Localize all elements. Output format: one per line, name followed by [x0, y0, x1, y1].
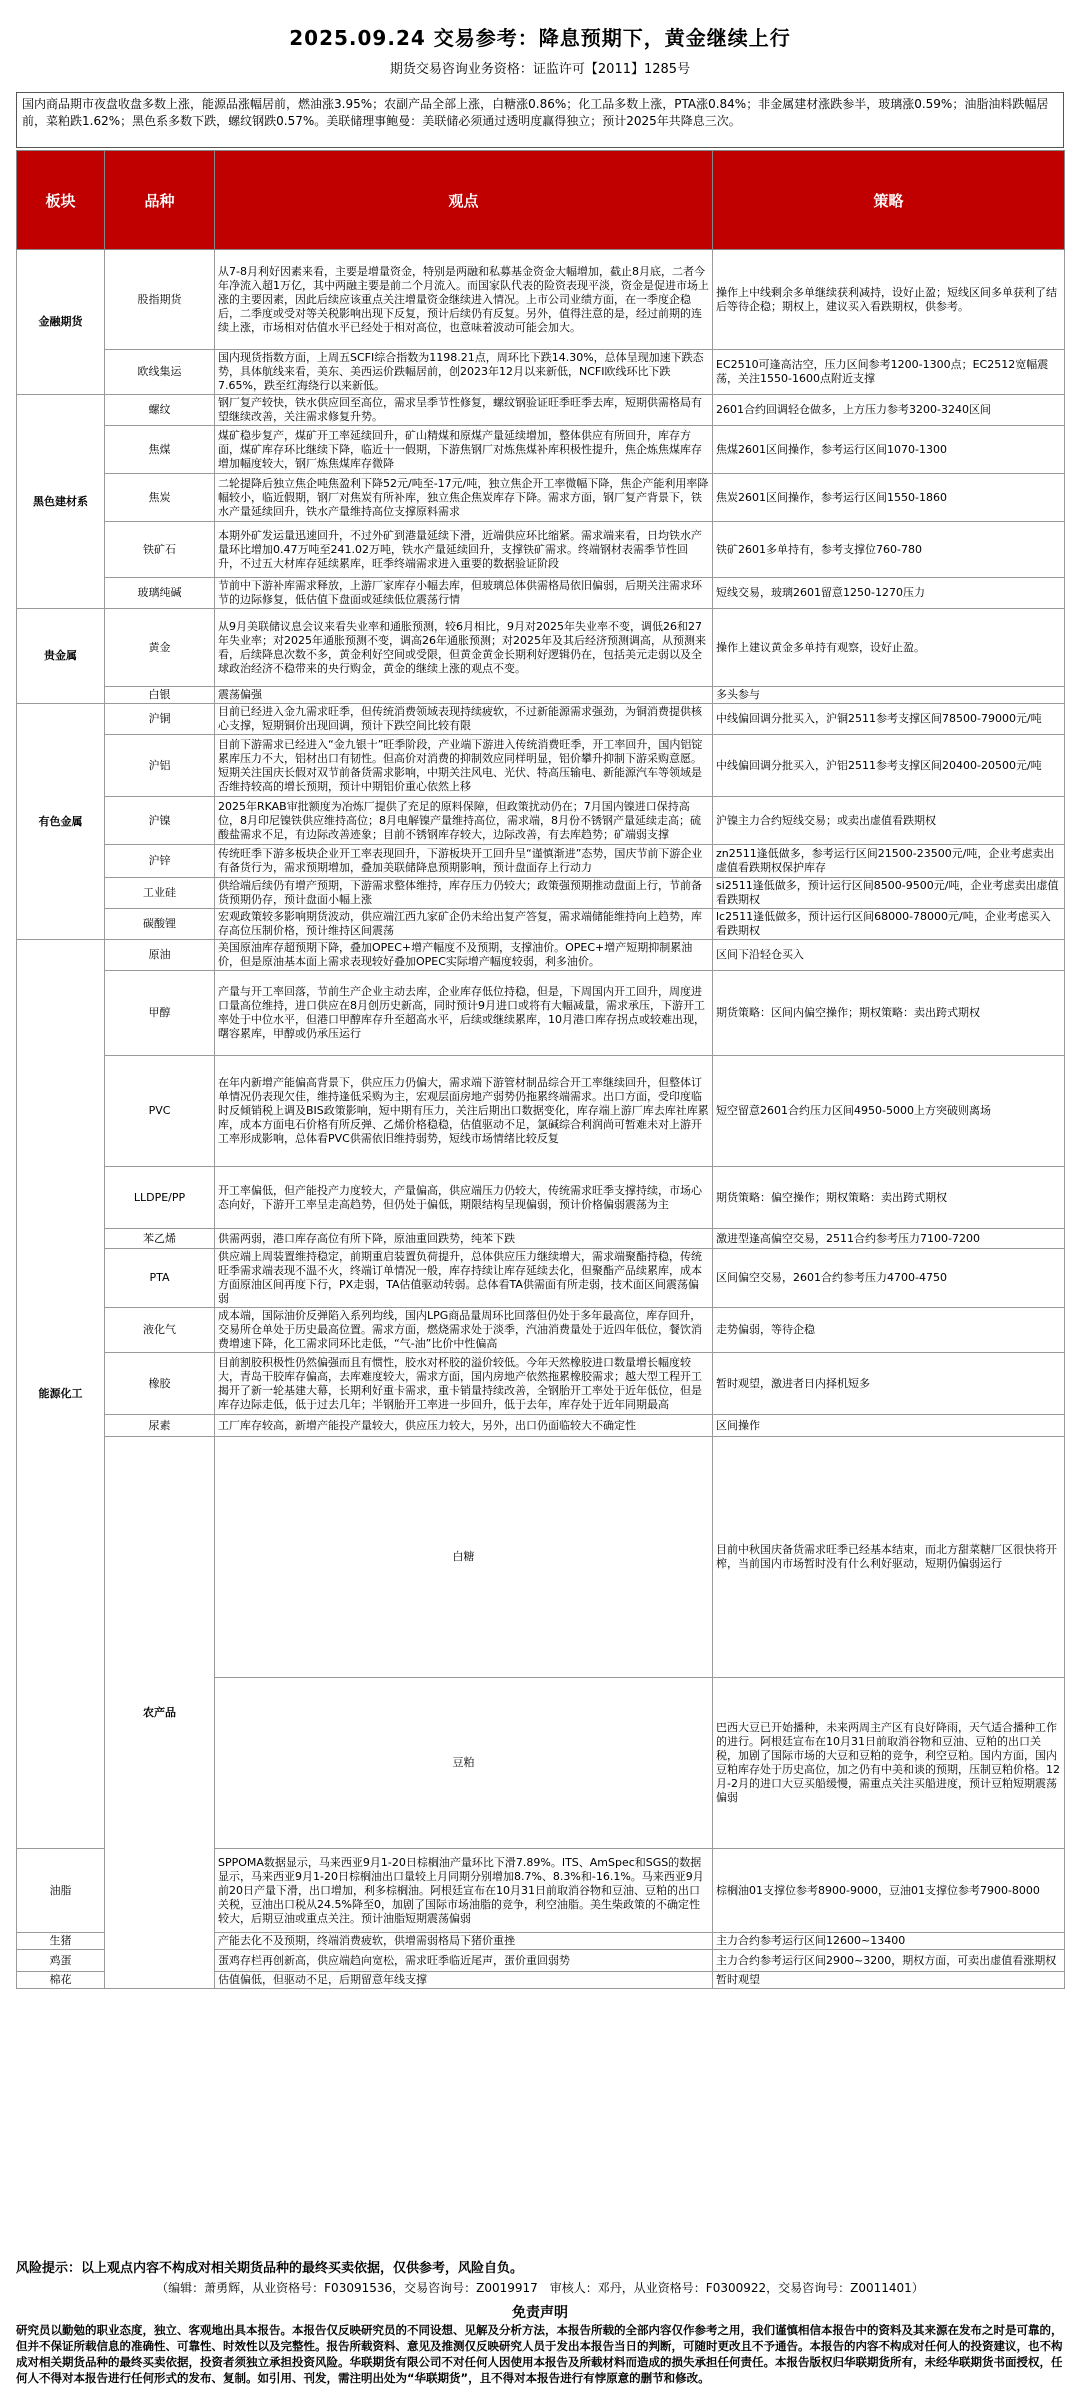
- editor-info: （编辑：萧勇辉，从业资格号：F03091536，交易咨询号：Z0019917 审核人：邓丹，从业资格号：F0300922，交易咨询号：Z0011401）: [156, 2281, 924, 2295]
- table-row: [17, 426, 1065, 474]
- header-variety: 品种: [105, 151, 215, 250]
- variety-cell: PVC: [105, 1056, 215, 1167]
- variety-cell: 生猪: [17, 1933, 105, 1950]
- strategy-cell: 走势偏弱，等待企稳: [713, 1308, 1065, 1353]
- view-cell: 巴西大豆已开始播种，未来两周主产区有良好降雨，天气适合播种工作的进行。阿根廷宣布在10月31日前取消谷物和豆油、豆粕的出口关税，加剧了国际市场的大豆和豆粕的竞争，利空豆粕。国内方面，国内豆粕库存处于历史高位，加之仍有中美和谈的预期，压制豆粕价格。12月-2月的进口大豆买船缓慢，需重点关注买船进度，预计豆粕短期震荡偏弱: [713, 1678, 1065, 1849]
- sector-cell: 能源化工: [17, 940, 105, 1849]
- view-cell: 成本端，国际油价反弹陷入系列均线，国内LPG商品量周环比回落但仍处于多年最高位，库存回升，交易所仓单处于历史最高位置。需求方面，燃烧需求处于淡季，汽油消费量处于近四年低位，餐饮消费增速下降，化工需求同环比走低，“气-油”比价中性偏高: [215, 1308, 713, 1353]
- view-cell: 供需两弱，港口库存高位有所下降，原油重回跌势，纯苯下跌: [215, 1229, 713, 1249]
- variety-cell: 焦煤: [105, 426, 215, 474]
- variety-cell: 螺纹: [105, 395, 215, 426]
- table-row: [17, 578, 1065, 609]
- trading-reference-table: [16, 150, 1065, 1989]
- table-row: [17, 250, 1065, 350]
- table-row: [17, 1056, 1065, 1167]
- report-title: 2025.09.24 交易参考：降息预期下，黄金继续上行: [289, 26, 791, 50]
- variety-cell: 原油: [105, 940, 215, 971]
- table-row: [17, 1229, 1065, 1249]
- risk-warning: 风险提示：以上观点内容不构成对相关期货品种的最终买卖依据，仅供参考，风险自负。: [16, 2261, 524, 2276]
- view-cell: 震荡偏强: [215, 687, 713, 704]
- variety-cell: 铁矿石: [105, 522, 215, 578]
- view-cell: 在年内新增产能偏高背景下，供应压力仍偏大，需求端下游管材制品综合开工率继续回升，但整体订单情况仍表现欠佳，维持逢低采购为主，宏观层面房地产弱势仍拖累终端需求。出口方面，受印度临时反倾销税上调及BIS政策影响，短中期有压力，关注后期出口数据变化，库存端上游厂库去库社库累库，成本方面电石价格有所反弹、乙烯价格稳稳，估值驱动不足，氯碱综合利润尚可暂难未对上游开工率形成影响，总体看PVC供需依旧维持弱势，短线市场情绪比较反复: [215, 1056, 713, 1167]
- table-row: [17, 735, 1065, 797]
- variety-cell: 沪铝: [105, 735, 215, 797]
- header-sector: 板块: [17, 151, 105, 250]
- view-cell: 蛋鸡存栏再创新高，供应端趋向宽松，需求旺季临近尾声，蛋价重回弱势: [215, 1950, 713, 1972]
- strategy-cell: 主力合约参考运行区间2900~3200，期权方面，可卖出虚值看涨期权: [713, 1950, 1065, 1972]
- header-view: 观点: [215, 151, 713, 250]
- strategy-cell: 中线偏回调分批买入，沪铝2511参考支撑区间20400-20500元/吨: [713, 735, 1065, 797]
- view-cell: 宏观政策较多影响期货波动，供应端江西九家矿企仍未给出复产答复，需求端储能维持向上趋势，库存高位压制价格，预计维持区间震荡: [215, 909, 713, 940]
- view-cell: 2025年RKAB审批额度为冶炼厂提供了充足的原料保障，但政策扰动仍在；7月国内镍进口保持高位，8月印尼镍铁供应维持高位；8月电解镍产量维持高位，需求端，8月份不锈钢产量延续走高；硫酸盐需求不足，有边际改善迹象；目前不锈钢库存较大，边际改善，有去库趋势；矿端弱支撑: [215, 797, 713, 845]
- table-header-row: [17, 151, 1065, 250]
- table-row: [17, 1167, 1065, 1229]
- variety-cell: 苯乙烯: [105, 1229, 215, 1249]
- license-subtitle: 期货交易咨询业务资格：证监许可【2011】1285号: [389, 62, 691, 77]
- market-summary: 国内商品期市夜盘收盘多数上涨，能源品涨幅居前，燃油涨3.95%；农副产品全部上涨，白糖涨0.86%；化工品多数上涨，PTA涨0.84%；非金属建材涨跌参半，玻璃涨0.59%；油脂油料跌幅居前，菜粕跌1.62%；黑色系多数下跌，螺纹钢跌0.57%。美联储理事鲍曼：美联储必须通过透明度赢得独立；预计2025年共降息三次。: [16, 92, 1064, 148]
- variety-cell: 白银: [105, 687, 215, 704]
- table-row: [17, 878, 1065, 909]
- view-cell: 开工率偏低，但产能投产力度较大，产量偏高，供应端压力仍较大，传统需求旺季支撑持续，市场心态向好，下游开工率呈走高趋势，但仍处于偏低，期限结构呈现偏弱，预计价格偏弱震荡为主: [215, 1167, 713, 1229]
- variety-cell: 白糖: [215, 1437, 713, 1678]
- table-row: [17, 522, 1065, 578]
- strategy-cell: zn2511逢低做多，参考运行区间21500-23500元/吨，企业考虑卖出虚值看跌期权保护库存: [713, 845, 1065, 878]
- view-cell: 供应端上周装置维持稳定，前期重启装置负荷提升，总体供应压力继续增大，需求端聚酯持稳，传统旺季需求端表现不温不火，终端订单情况一般，库存持续让库存延续去化，但聚酯产品续累库，成本方面原油区间再度下行，PX走弱，TA估值驱动转弱。总体看TA供需面有所走弱，技术面区间震荡偏弱: [215, 1249, 713, 1308]
- sector-cell: 有色金属: [17, 704, 105, 940]
- table-row: [17, 971, 1065, 1056]
- strategy-cell: 区间偏空交易，2601合约参考压力4700-4750: [713, 1249, 1065, 1308]
- variety-cell: 黄金: [105, 609, 215, 687]
- variety-cell: 欧线集运: [105, 350, 215, 395]
- table-row: [17, 474, 1065, 522]
- variety-cell: 液化气: [105, 1308, 215, 1353]
- strategy-cell: 期货策略：偏空操作；期权策略：卖出跨式期权: [713, 1167, 1065, 1229]
- view-cell: 美国原油库存超预期下降，叠加OPEC+增产幅度不及预期，支撑油价。OPEC+增产短期抑制累油价，但是原油基本面上需求表现较好叠加OPEC实际增产幅度较弱，利多油价。: [215, 940, 713, 971]
- variety-cell: 甲醇: [105, 971, 215, 1056]
- view-cell: 从9月美联储议息会议来看失业率和通胀预测，较6月相比，9月对2025年失业率不变，调低26和27年失业率；对2025年通胀预测不变，调高26年通胀预测；对2025年及其后经济预测调高，从预测来看，后续降息次数不多，黄金利好空间或受限，但黄金黄金长期利好逻辑仍在，包括美元走弱以及全球政治经济不稳带来的央行购金，黄金的继续上涨的观点不变。: [215, 609, 713, 687]
- table-row: [17, 909, 1065, 940]
- table-row: [17, 350, 1065, 395]
- sector-cell: 黑色建材系: [17, 395, 105, 609]
- view-cell: 本期外矿发运量迅速回升，不过外矿到港量延续下滑，近端供应环比缩紧。需求端来看，日均铁水产量环比增加0.47万吨至241.02万吨，铁水产量延续回升，支撑铁矿需求。终端钢材表需季节性回升，不过五大材库存延续累库，旺季终端需求进入重要的数据验证阶段: [215, 522, 713, 578]
- strategy-cell: 多头参与: [713, 687, 1065, 704]
- strategy-cell: 操作上中线剩余多单继续获利减持，设好止盈；短线区间多单获利了结后等待企稳；期权上，建议买入看跌期权，供参考。: [713, 250, 1065, 350]
- variety-cell: 焦炭: [105, 474, 215, 522]
- strategy-cell: 激进型逢高偏空交易，2511合约参考压力7100-7200: [713, 1229, 1065, 1249]
- variety-cell: 工业硅: [105, 878, 215, 909]
- table-row: [17, 1308, 1065, 1353]
- view-cell: 从7-8月利好因素来看，主要是增量资金，特别是两融和私募基金资金大幅增加，截止8月底，二者今年净流入超1万亿，其中两融主要是前二个月流入。而国家队代表的险资表现平淡，资金是促进市场上涨的主要因素，因此后续应该重点关注增量资金继续进入情况。上市公司业绩方面，在一季度企稳后，二季度或受对等关税影响出现下反复，预计后续仍有反复。另外，值得注意的是，经过前期的连续上涨，市场相对估值水平已经处于相对高位，也意味着波动可能会加大。: [215, 250, 713, 350]
- table-row: [17, 1437, 1065, 1678]
- view-cell: 产量与开工率回落，节前生产企业主动去库，企业库存低位持稳，但是，下周国内开工回升，周度进口量高位维持，进口供应在8月创历史新高，同时预计9月进口或将有大幅减量，需求承压，下游开工率处于中位水平，但港口甲醇库存升至超高水平，后续或继续累库，10月港口库存拐点或较难出现，曙容累库，甲醇或仍承压运行: [215, 971, 713, 1056]
- strategy-cell: 暂时观望: [713, 1972, 1065, 1989]
- view-cell: 估值偏低，但驱动不足，后期留意年线支撑: [215, 1972, 713, 1989]
- variety-cell: 橡胶: [105, 1353, 215, 1415]
- variety-cell: 豆粕: [215, 1678, 713, 1849]
- view-cell: 目前已经进入金九需求旺季，但传统消费领域表现持续疲软，不过新能源需求强劲，为铜消费提供核心支撑，短期铜价出现回调，预计下跌空间比较有限: [215, 704, 713, 735]
- view-cell: 目前下游需求已经进入“金九银十”旺季阶段，产业端下游进入传统消费旺季，开工率回升，国内铝锭累库压力不大，铝材出口有韧性。但高价对消费的抑制效应同样明显，铝价攀升抑制下游采购意愿。短期关注国庆长假对双节前备货需求影响，中期关注风电、光伏、特高压输电、新能源汽车等领域是否维持较高的增长预期，预计中期铝价重心依然上移: [215, 735, 713, 797]
- view-cell: SPPOMA数据显示，马来西亚9月1-20日棕榈油产量环比下滑7.89%。ITS、AmSpec和SGS的数据显示，马来西亚9月1-20日棕榈油出口量较上月同期分别增加8.7%、8.3%和-16.1%。马来西亚9月前20日产量下滑，出口增加，利多棕榈油。阿根廷宣布在10月31日前取消谷物和豆油、豆粕的出口关税，豆油出口税从24.5%降至0，加剧了国际市场油脂的竞争，利空油脂。美生柴政策的不确定性较大，后期豆油或重点关注。预计油脂短期震荡偏弱: [215, 1849, 713, 1933]
- strategy-cell: 主力合约参考运行区间12600~13400: [713, 1933, 1065, 1950]
- view-cell: 钢厂复产较快，铁水供应回至高位，需求呈季节性修复，螺纹钢验证旺季旺季去库，短期供需格局有望继续改善，关注需求修复升势。: [215, 395, 713, 426]
- variety-cell: 玻璃纯碱: [105, 578, 215, 609]
- table-row: [17, 940, 1065, 971]
- sector-cell: 农产品: [105, 1437, 215, 1989]
- strategy-cell: 区间下沿轻仓买入: [713, 940, 1065, 971]
- view-cell: 供给端后续仍有增产预期，下游需求整体维持，库存压力仍较大；政策强预期推动盘面上行，节前备货预期仍存，预计盘面小幅上涨: [215, 878, 713, 909]
- sector-cell: 贵金属: [17, 609, 105, 704]
- strategy-cell: 焦炭2601区间操作，参考运行区间1550-1860: [713, 474, 1065, 522]
- view-cell: 产能去化不及预期，终端消费疲软，供增需弱格局下猪价重挫: [215, 1933, 713, 1950]
- view-cell: 工厂库存较高，新增产能投产量较大，供应压力较大，另外，出口仍面临较大不确定性: [215, 1415, 713, 1437]
- view-cell: 节前中下游补库需求释放，上游厂家库存小幅去库，但玻璃总体供需格局依旧偏弱，后期关注需求环节的边际修复，低估值下盘面或延续低位震荡行情: [215, 578, 713, 609]
- table-row: [17, 797, 1065, 845]
- disclaimer-title: 免责声明: [512, 2305, 568, 2321]
- variety-cell: PTA: [105, 1249, 215, 1308]
- table-row: [17, 1249, 1065, 1308]
- strategy-cell: 铁矿2601多单持有，参考支撑位760-780: [713, 522, 1065, 578]
- table-row: [17, 1415, 1065, 1437]
- variety-cell: 沪锌: [105, 845, 215, 878]
- variety-cell: 油脂: [17, 1849, 105, 1933]
- view-cell: 目前割胶积极性仍然偏强而且有惯性，胶水对杯胶的溢价较低。今年天然橡胶进口数量增长幅度较大，青岛干胶库存偏高，去库难度较大，需求方面，国内房地产依然拖累橡胶需求；越大型工程开工揭开了新一轮基建大幕，长期利好重卡需求，重卡销量持续改善，全钢胎开工率处于近年低位，但是库存边际走低，低于过去几年；半钢胎开工率进一步回升，低于去年，库存处于近年同期最高: [215, 1353, 713, 1415]
- variety-cell: 碳酸锂: [105, 909, 215, 940]
- view-cell: 二轮提降后独立焦企吨焦盈利下降52元/吨至-17元/吨，独立焦企开工率微幅下降，焦企产能利用率降幅较小，临近假期，钢厂对焦炭有所补库，独立焦企焦炭库存下降。需求方面，钢厂复产背景下，铁水产量延续回升，铁水产量维持高位支撑原料需求: [215, 474, 713, 522]
- table-row: [17, 1353, 1065, 1415]
- table-row: [17, 704, 1065, 735]
- sector-cell: 金融期货: [17, 250, 105, 395]
- view-cell: 传统旺季下游多板块企业开工率表现回升，下游板块开工回升呈“谨慎渐进”态势，国庆节前下游企业有备货行为，需求预期增加，叠加美联储降息预期影响，预计盘面存上行动力: [215, 845, 713, 878]
- strategy-cell: 期货策略：区间内偏空操作；期权策略：卖出跨式期权: [713, 971, 1065, 1056]
- strategy-cell: 区间操作: [713, 1415, 1065, 1437]
- strategy-cell: 棕榈油01支撑位参考8900-9000，豆油01支撑位参考7900-8000: [713, 1849, 1065, 1933]
- strategy-cell: 沪镍主力合约短线交易；或卖出虚值看跌期权: [713, 797, 1065, 845]
- header-strategy: 策略: [713, 151, 1065, 250]
- strategy-cell: 暂时观望，激进者日内择机短多: [713, 1353, 1065, 1415]
- table-row: [17, 395, 1065, 426]
- variety-cell: 股指期货: [105, 250, 215, 350]
- view-cell: 目前中秋国庆备货需求旺季已经基本结束，而北方甜菜糖厂区很快将开榨，当前国内市场暂时没有什么利好驱动，短期仍偏弱运行: [713, 1437, 1065, 1678]
- variety-cell: 棉花: [17, 1972, 105, 1989]
- variety-cell: 鸡蛋: [17, 1950, 105, 1972]
- strategy-cell: 焦煤2601区间操作，参考运行区间1070-1300: [713, 426, 1065, 474]
- variety-cell: 沪铜: [105, 704, 215, 735]
- table-row: [17, 687, 1065, 704]
- strategy-cell: si2511逢低做多，预计运行区间8500-9500元/吨，企业考虑卖出虚值看跌期权: [713, 878, 1065, 909]
- table-row: [17, 845, 1065, 878]
- variety-cell: LLDPE/PP: [105, 1167, 215, 1229]
- variety-cell: 沪镍: [105, 797, 215, 845]
- variety-cell: 尿素: [105, 1415, 215, 1437]
- strategy-cell: 短线交易，玻璃2601留意1250-1270压力: [713, 578, 1065, 609]
- strategy-cell: 操作上建议黄金多单持有观察，设好止盈。: [713, 609, 1065, 687]
- strategy-cell: lc2511逢低做多，预计运行区间68000-78000元/吨，企业考虑买入看跌期权: [713, 909, 1065, 940]
- disclaimer-text: 研究员以勤勉的职业态度，独立、客观地出具本报告。本报告仅反映研究员的不同设想、见解及分析方法，本报告所载的全部内容仅作参考之用，我们谨慎相信本报告中的资料及其来源在发布之时是可靠的，但并不保证所载信息的准确性、可靠性、时效性以及完整性。报告所载资料、意见及推测仅反映研究人员于发出本报告当日的判断，可随时更改且不予通告。本报告的内容不构成对任何人的投资建议，也不构成对相关期货品种的最终买卖依据，投资者须独立承担投资风险。华联期货有限公司不对任何人因使用本报告及所载材料而造成的损失承担任何责任。本报告版权归华联期货所有，未经华联期货书面授权，任何人不得对本报告进行任何形式的发布、复制。如引用、刊发，需注明出处为“华联期货”，且不得对本报告进行有悖原意的删节和修改。: [16, 2323, 1063, 2385]
- strategy-cell: 短空留意2601合约压力区间4950-5000上方突破则离场: [713, 1056, 1065, 1167]
- view-cell: 煤矿稳步复产，煤矿开工率延续回升，矿山精煤和原煤产量延续增加，整体供应有所回升，库存方面，煤矿库存环比继续下降，临近十一假期，下游焦钢厂对炼焦煤补库积极性提升，焦企炼焦煤库存增加幅度较大，钢厂炼焦煤库存微降: [215, 426, 713, 474]
- view-cell: 国内现货指数方面，上周五SCFI综合指数为1198.21点，周环比下跌14.30%，总体呈现加速下跌态势，具体航线来看，美东、美西运价跌幅居前，创2023年12月以来新低，NCFI欧线环比下跌7.65%，跌至红海绕行以来新低。: [215, 350, 713, 395]
- table-row: [17, 609, 1065, 687]
- strategy-cell: 2601合约回调轻仓做多，上方压力参考3200-3240区间: [713, 395, 1065, 426]
- strategy-cell: 中线偏回调分批买入，沪铜2511参考支撑区间78500-79000元/吨: [713, 704, 1065, 735]
- strategy-cell: EC2510可逢高沽空，压力区间参考1200-1300点；EC2512宽幅震荡，关注1550-1600点附近支撑: [713, 350, 1065, 395]
